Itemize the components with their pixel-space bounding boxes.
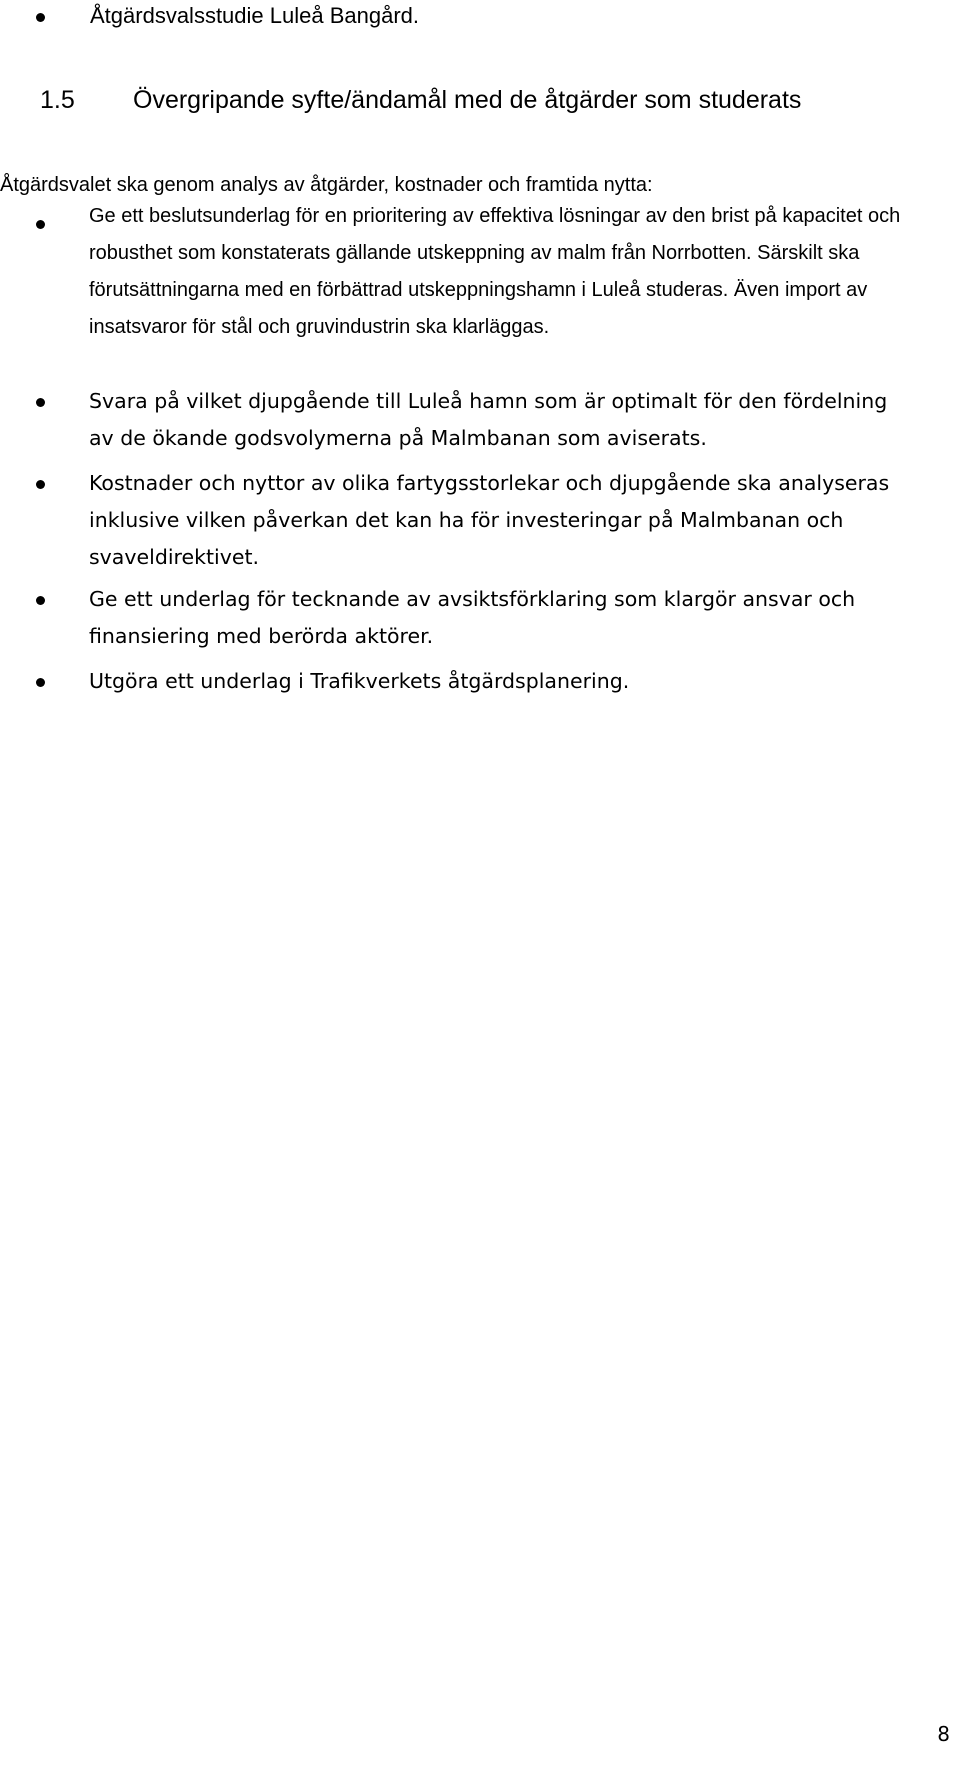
list-item: Ge ett beslutsunderlag för en prioritering av effektiva lösningar av den brist på kapacitet och robusthet som konstaterats gällande utskeppning av malm från Norrbotten. Särskilt ska förutsättningarna med en förbättrad utskeppningshamn i Luleå studeras. Även import av insatsvaror för stål och gruvindustrin ska klarläggas. — [89, 205, 901, 338]
section-heading — [40, 82, 801, 118]
bullet-icon — [36, 398, 45, 407]
intro-text: Åtgärdsvalet ska genom analys av åtgärder, kostnader och framtida nytta: — [0, 174, 653, 196]
bullet-icon — [36, 678, 45, 687]
section-title: Övergripande syfte/ändamål med de åtgärder som studerats — [133, 86, 802, 114]
list-item: Utgöra ett underlag i Trafikverkets åtgärdsplanering. — [89, 669, 630, 693]
bullet-icon — [36, 480, 45, 489]
bullet-icon — [36, 13, 45, 22]
bullet-icon — [36, 220, 45, 229]
list-item: Ge ett underlag för tecknande av avsiktsförklaring som klargör ansvar och finansiering med berörda aktörer. — [89, 587, 856, 648]
bullet-icon — [36, 596, 45, 605]
section-number: 1.5 — [40, 86, 75, 114]
list-item: Kostnader och nyttor av olika fartygsstorlekar och djupgående ska analyseras inklusive vilken påverkan det kan ha för investeringar på Malmbanan och svaveldirektivet. — [89, 471, 890, 569]
page-number: 8 — [937, 1722, 950, 1746]
list-item: Svara på vilket djupgående till Luleå hamn som är optimalt för den fördelning av de ökande godsvolymerna på Malmbanan som aviserats. — [89, 389, 888, 450]
top-bullet-text: Åtgärdsvalsstudie Luleå Bangård. — [90, 3, 419, 28]
